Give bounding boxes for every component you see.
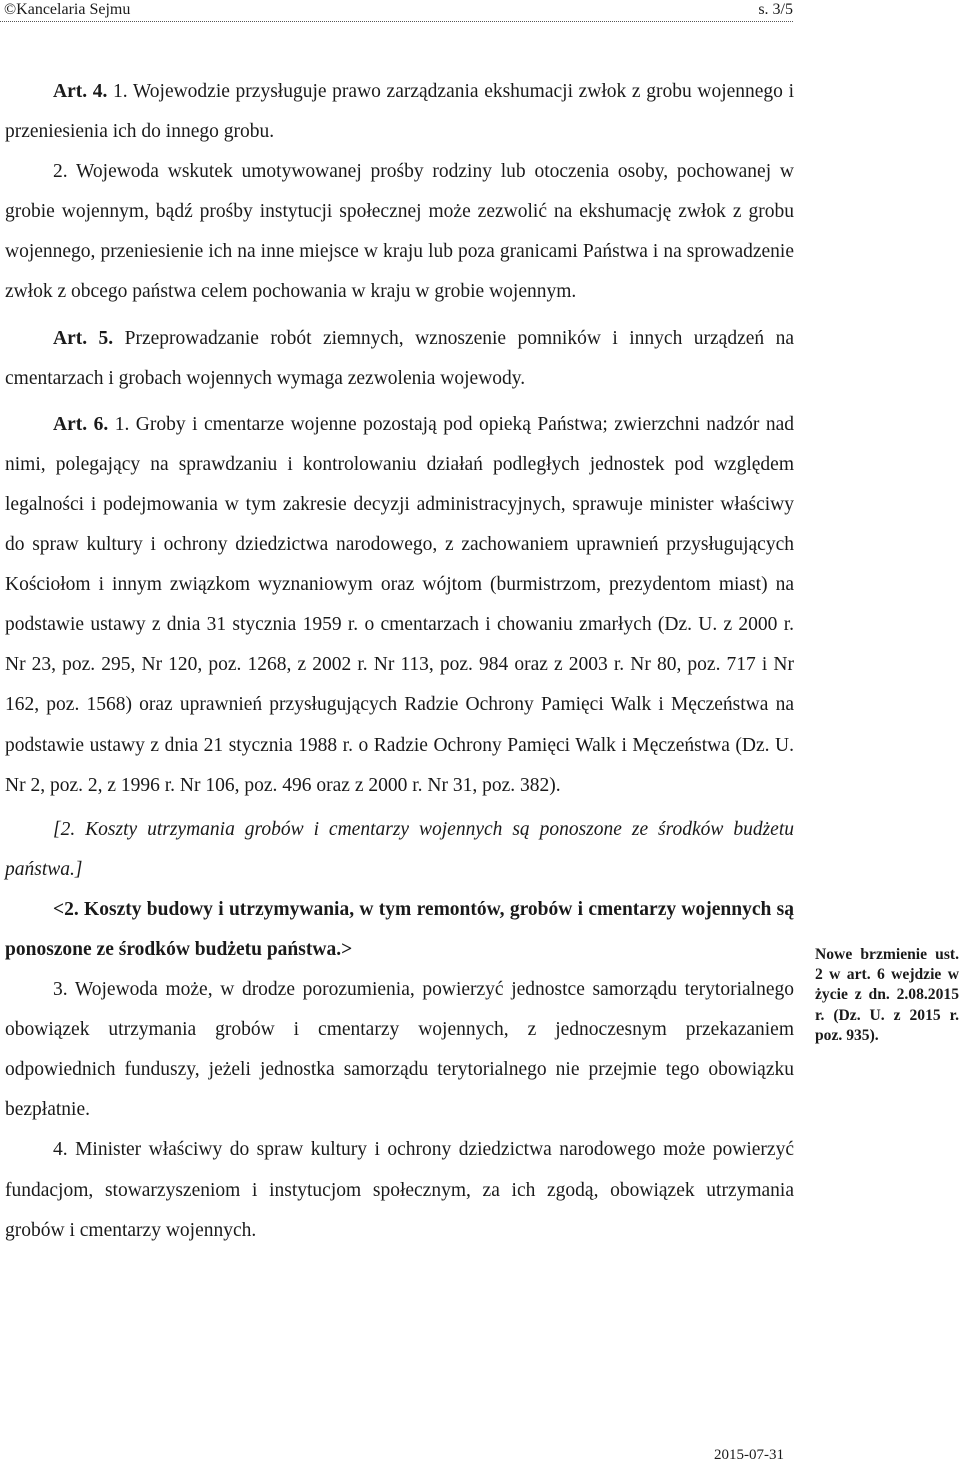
- document-body: [5, 72, 794, 1251]
- art6-paragraph-1: [5, 405, 794, 806]
- art6-paragraph-2-old: [2. Koszty utrzymania grobów i cmentarzy wojennych są ponoszone ze środków budżetu państwa.]: [5, 818, 794, 880]
- footer-date: 2015-07-31: [714, 1447, 784, 1463]
- art6-paragraph-2-new: <2. Koszty budowy i utrzymywania, w tym remontów, grobów i cmentarzy wojennych są ponoszone ze środków budżetu państwa.>: [5, 898, 794, 960]
- art4-p1-text: 1. Wojewodzie przysługuje prawo zarządzania ekshumacji zwłok z grobu wojennego i przeniesienia ich do innego grobu.: [5, 81, 794, 143]
- art5-paragraph: [5, 319, 794, 399]
- margin-note: Nowe brzmienie ust. 2 w art. 6 wejdzie w życie z dn. 2.08.2015 r. (Dz. U. z 2015 r. poz. 935).: [815, 946, 959, 1044]
- art6-p1-text: 1. Groby i cmentarze wojenne pozostają pod opieką Państwa; zwierzchni nadzór nad nimi, polegający na sprawdzaniu i kontrolowaniu działań podległych jednostek pod względem legalności i podejmowania w tym zakresie decyzji administracyjnych, sprawuje minister właściwy do spraw kultury i ochrony dziedzictwa narodowego, z zachowaniem uprawnień przysługujących Kościołom i innym związkom wyznaniowym oraz wójtom (burmistrzom, prezydentom miast) na podstawie ustawy z dnia 31 stycznia 1959 r. o cmentarzach i chowaniu zmarłych (Dz. U. z 2000 r. Nr 23, poz. 295, Nr 120, poz. 1268, z 2002 r. Nr 113, poz. 984 oraz z 2003 r. Nr 80, poz. 717 i Nr 162, poz. 1568) oraz uprawnień przysługujących Radzie Ochrony Pamięci Walk i Męczeństwa na podstawie ustawy z dnia 21 stycznia 1988 r. o Radzie Ochrony Pamięci Walk i Męczeństwa (Dz. U. Nr 2, poz. 2, z 1996 r. Nr 106, poz. 496 oraz z 2000 r. Nr 31, poz. 382).: [5, 413, 794, 796]
- art4-paragraph-1: [5, 72, 794, 152]
- art4-number: Art. 4.: [53, 81, 108, 102]
- art4-paragraph-2: 2. Wojewoda wskutek umotywowanej prośby rodziny lub otoczenia osoby, pochowanej w grobie wojennym, bądź prośby instytucji społecznej może zezwolić na ekshumację zwłok z grobu wojennego, przeniesienie ich na inne miejsce w kraju lub poza granicami Państwa i na sprowadzenie zwłok z obcego państwa celem pochowania w kraju w grobie wojennym.: [5, 161, 794, 303]
- art6-number: Art. 6.: [53, 413, 109, 435]
- art5-text: Przeprowadzanie robót ziemnych, wznoszenie pomników i innych urządzeń na cmentarzach i grobach wojennych wymaga zezwolenia wojewody.: [5, 327, 794, 389]
- art6-paragraph-4: 4. Minister właściwy do spraw kultury i ochrony dziedzictwa narodowego może powierzyć fundacjom, stowarzyszeniom i instytucjom społecznym, za ich zgodą, obowiązek utrzymania grobów i cmentarzy wojennych.: [5, 1139, 794, 1241]
- header-source: ©Kancelaria Sejmu: [4, 1, 131, 18]
- art6-paragraph-3: 3. Wojewoda może, w drodze porozumienia, powierzyć jednostce samorządu terytorialnego obowiązek utrzymania grobów i cmentarzy wojennych, z jednoczesnym przekazaniem odpowiednich funduszy, jeżeli jednostka samorządu terytorialnego nie przejmie tego obowiązku bezpłatnie.: [5, 979, 794, 1121]
- header-divider: [0, 21, 793, 22]
- art5-number: Art. 5.: [53, 327, 114, 349]
- page-number: s. 3/5: [758, 1, 793, 18]
